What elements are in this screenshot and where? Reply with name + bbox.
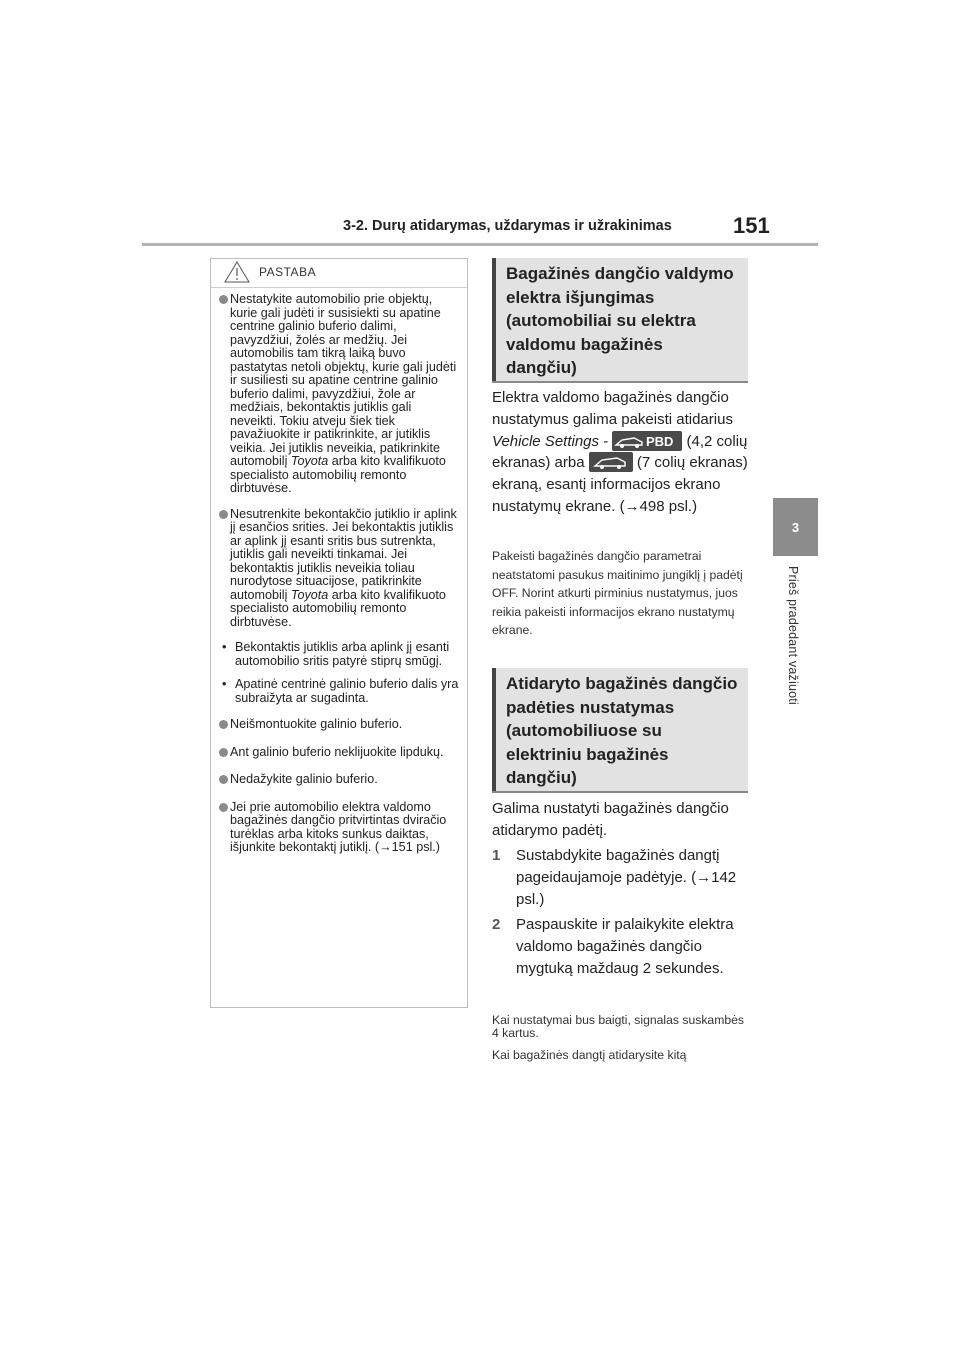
bullet-dot-icon xyxy=(219,748,228,757)
header-rule xyxy=(142,243,818,246)
caution-note-box xyxy=(210,258,468,1008)
tailgate-display-icon xyxy=(589,452,633,472)
bullet-dot-icon xyxy=(219,510,228,519)
page-number: 151 xyxy=(733,213,770,238)
step-item: 2 Paspauskite ir palaikykite elektra valdomo bagažinės dangčio mygtuką maždaug 2 sekundes. xyxy=(492,916,734,977)
pbd-display-icon xyxy=(612,431,682,451)
heading-underline xyxy=(492,791,748,793)
heading-underline xyxy=(492,381,748,383)
note-item: Nestatykite automobilio prie objektų, kurie gali judėti ir susisiekti su apatine centrine galinio buferio dalimi, pavyzdžiui, žolės ar medžių. Jei automobilis tam tikrą laiką buvo pastatytas netoli objektų, kurie gali judėti ir susiliesti su apatine centrine galinio buferio dalimi, pavyzdžiui, žole ar medžiais, bekontaktis jutiklis gali neveikti. Tokiu atveju šiek tiek pavažiuokite ir patikrinkite, ar jutiklis veikia. Jei jutiklis neveikia, patikrinkite automobilį Toyota arba kito kvalifikuoto specialisto automobilių remonto dirbtuvėse. xyxy=(219,293,459,496)
bullet-dot-icon xyxy=(219,803,228,812)
note-header xyxy=(211,259,467,284)
section-title: 3-2. Durų atidarymas, uždarymas ir užrakinimas xyxy=(343,218,672,234)
pbd-label: PBD xyxy=(646,433,674,449)
note-item: Nesutrenkite bekontakčio jutiklio ir aplink jį esančios srities. Jei bekontaktis jutiklis ar aplink jį esanti sritis bus sutrenkta, jutiklis gali neveikti tinkamai. Jei bekontaktis jutiklis neveikia toliau nurodytose situacijose, patikrinkite automobilį Toyota arba kito kvalifikuoto specialisto automobilių remonto dirbtuvėse. xyxy=(219,508,459,630)
note-item: Neišmontuokite galinio buferio. xyxy=(219,718,459,732)
section2-note-1: Kai nustatymai bus baigti, signalas suskambės 4 kartus. xyxy=(492,1013,745,1040)
section1-note: Pakeisti bagažinės dangčio parametrai neatstatomi pasukus maitinimo jungiklį į padėtį OFF. Norint atkurti pirminius nustatymus, juos reikia pakeisti informacijos ekrano nustatymų ekrane. xyxy=(492,549,743,637)
chapter-tab: 3 xyxy=(773,498,818,556)
section2-paragraph: Galima nustatyti bagažinės dangčio atidarymo padėtį. xyxy=(492,800,729,839)
note-sub-item: • Apatinė centrinė galinio buferio dalis yra subraižyta ar sugadinta. xyxy=(222,677,459,705)
note-item: Jei prie automobilio elektra valdomo bagažinės dangčio pritvirtintas dviračio turėklas arba kitoks sunkus daiktas, išjunkite bekontaktį jutiklį. (→151 psl.) xyxy=(219,801,459,855)
warning-triangle-icon xyxy=(224,261,250,283)
section2-note-2: Kai bagažinės dangtį atidarysite kitą xyxy=(492,1048,687,1062)
section-heading-box xyxy=(492,668,748,793)
bullet-dot-icon xyxy=(219,295,228,304)
note-divider xyxy=(211,287,467,288)
note-heading: PASTABA xyxy=(259,265,317,279)
car-pbd-icon xyxy=(612,431,682,451)
car-tailgate-icon xyxy=(589,452,633,472)
vehicle-settings-menu-name: Vehicle Settings xyxy=(492,432,600,450)
bullet-icon: • xyxy=(222,640,227,654)
section1-paragraph: Elektra valdomo bagažinės dangčio nustatymus galima pakeisti atidarius Vehicle Settings - PBD (4,2 colių ekranas) arba (7 colių ekranas) ekraną, esantį informacijos ekrano nustatymų ekrane. (→498 psl.) xyxy=(492,389,748,515)
section-heading: Bagažinės dangčio valdymo elektra išjungimas (automobiliai su elektra valdomu bagažinės dangčiu) xyxy=(506,264,734,377)
step-number: 1 xyxy=(492,847,501,864)
chapter-label: Prieš pradedant važiuoti xyxy=(786,566,800,705)
note-item: Nedažykite galinio buferio. xyxy=(219,773,459,787)
note-body xyxy=(211,293,467,867)
bullet-dot-icon xyxy=(219,775,228,784)
note-sub-item: • Bekontaktis jutiklis arba aplink jį esanti automobilio sritis patyrė stiprų smūgį. xyxy=(222,640,450,668)
step-list xyxy=(492,845,754,980)
note-item: Ant galinio buferio neklijuokite lipdukų. xyxy=(219,746,459,760)
step-number: 2 xyxy=(492,916,501,934)
section-heading: Atidaryto bagažinės dangčio padėties nustatymas (automobiliuose su elektriniu bagažinės dangčiu) xyxy=(506,674,738,787)
bullet-icon: • xyxy=(222,677,227,691)
bullet-dot-icon xyxy=(219,720,228,729)
step-item: 1 Sustabdykite bagažinės dangtį pageidaujamoje padėtyje. (→142 psl.) xyxy=(492,847,737,908)
section-heading-box xyxy=(492,258,748,383)
